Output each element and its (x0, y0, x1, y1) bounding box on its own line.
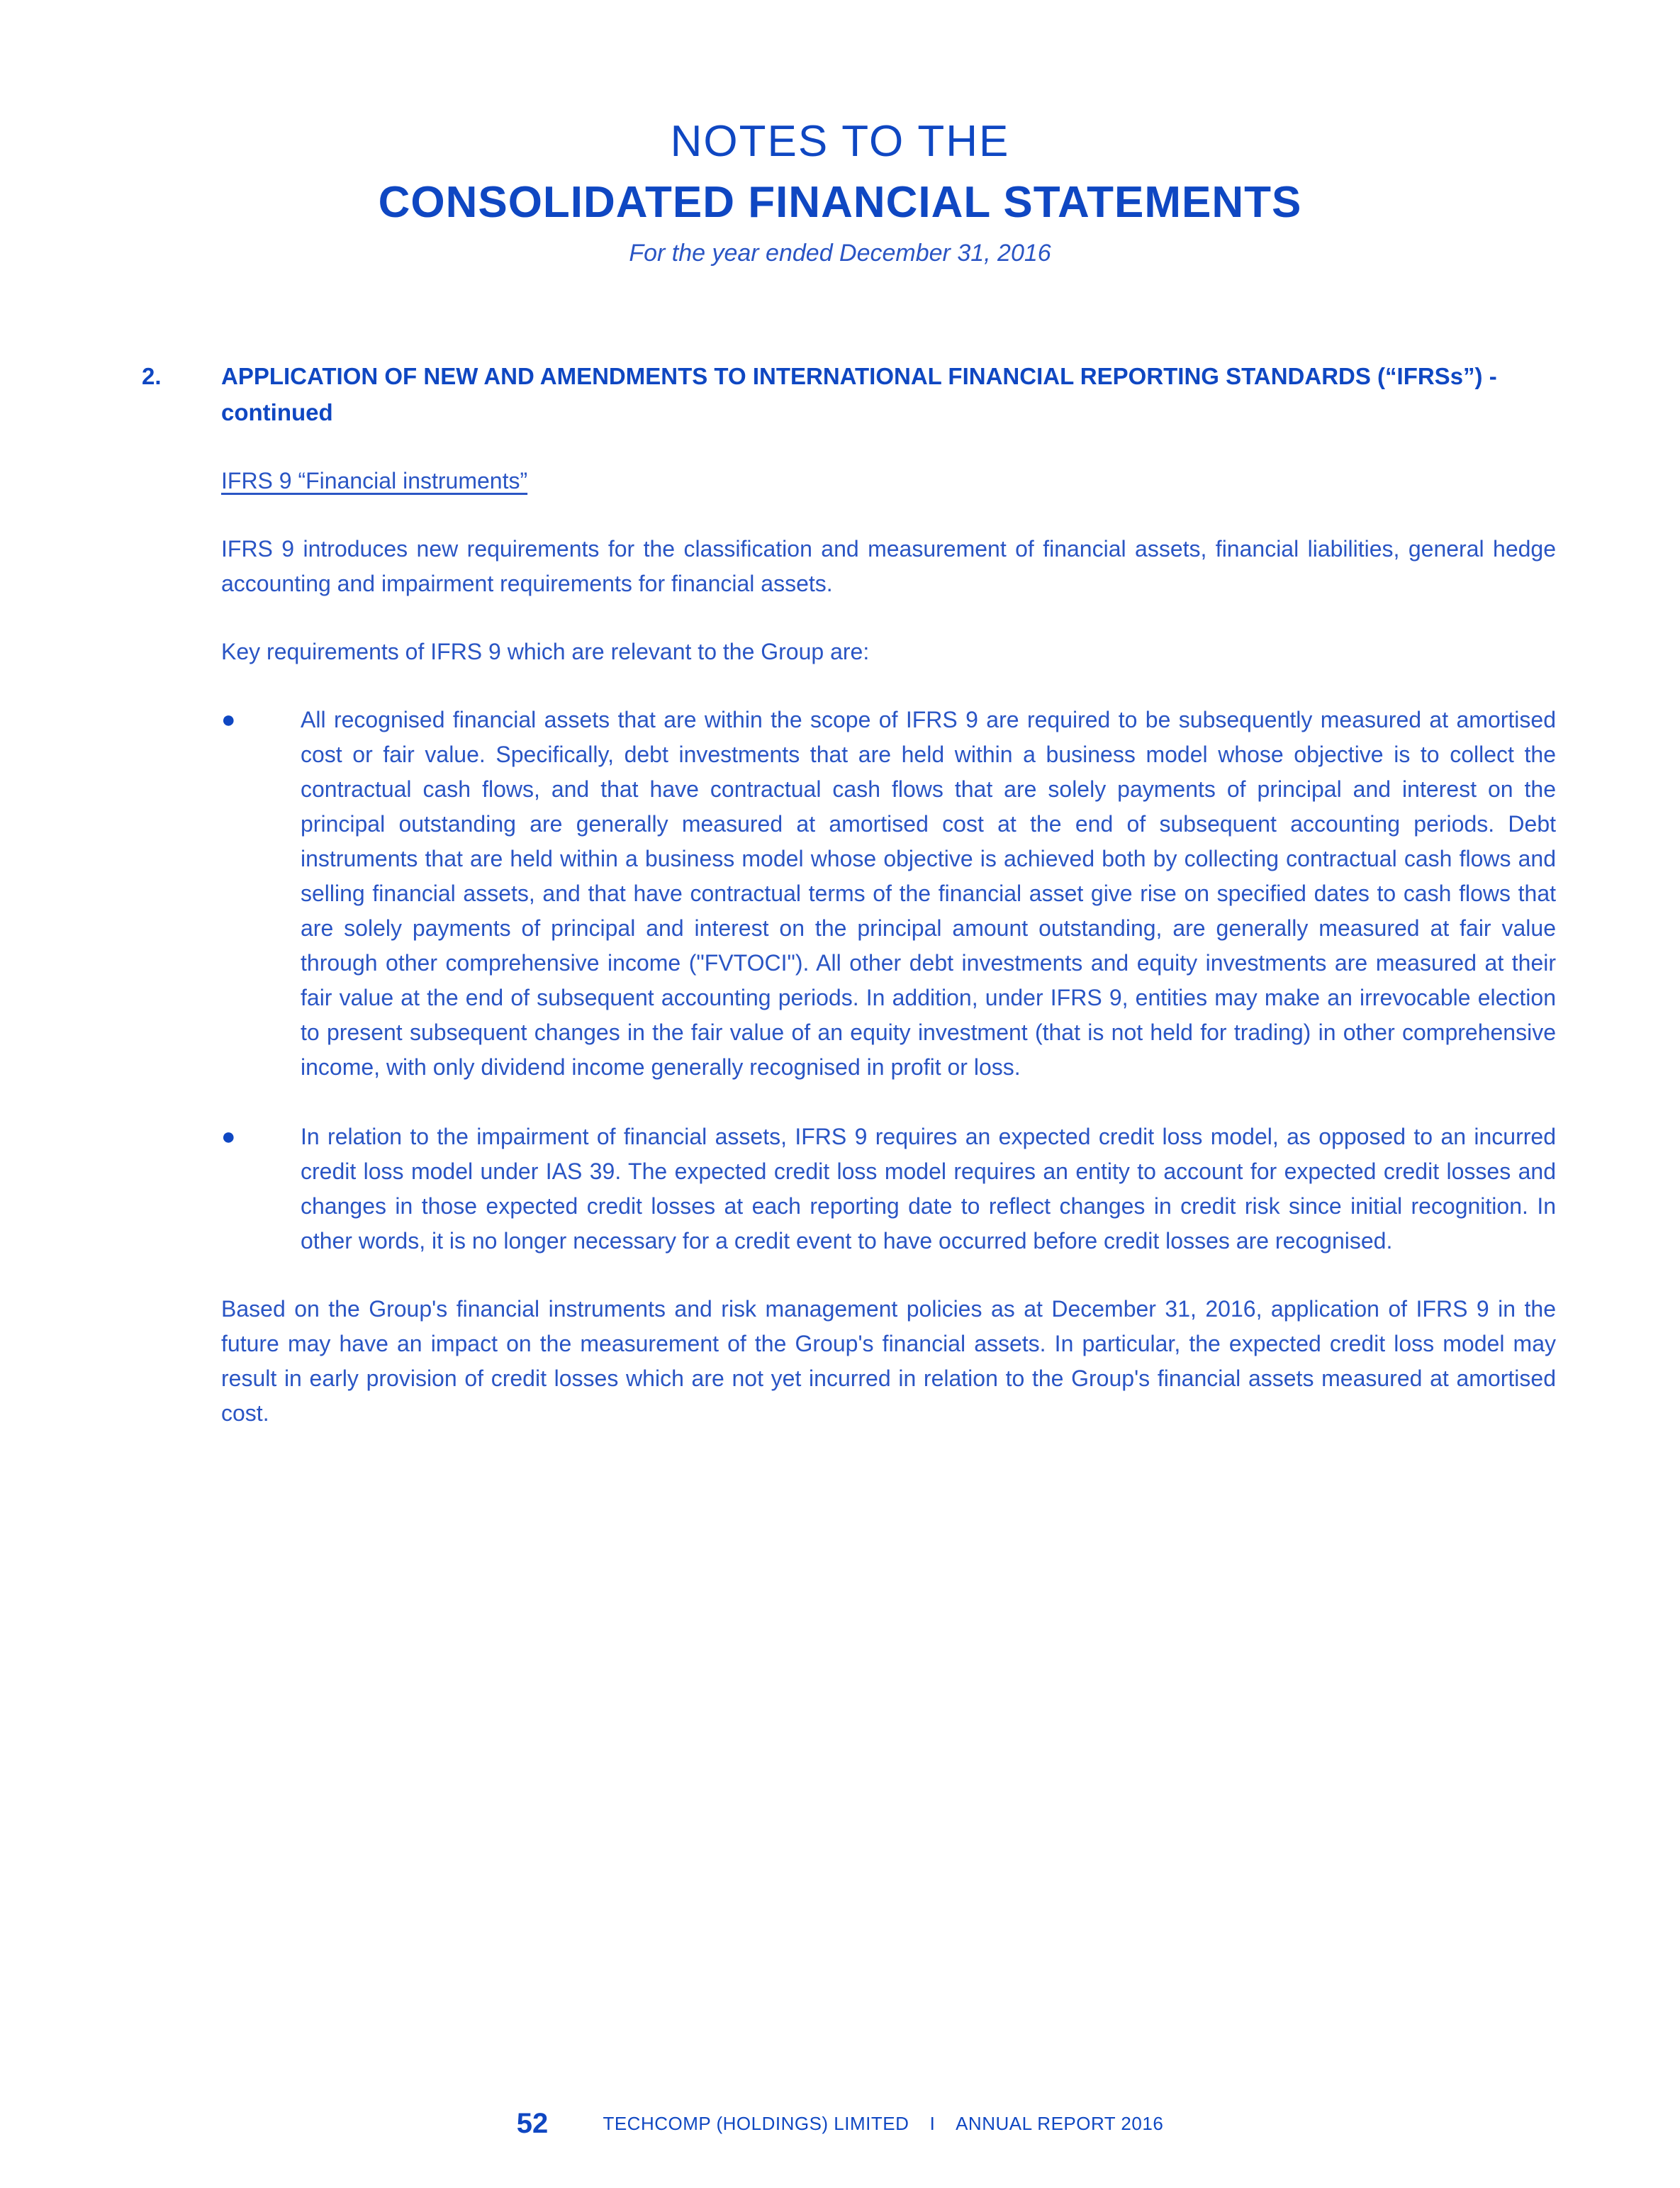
bullet-icon: ● (221, 1123, 236, 1150)
page-content (142, 358, 1556, 1431)
intro-paragraph: IFRS 9 introduces new requirements for the classification and measurement of financial assets, financial liabilities, general hedge accounting and impairment requirements for financial assets. (221, 536, 1556, 596)
bullet-text: All recognised financial assets that are within the scope of IFRS 9 are required to be subsequently measured at amortised cost or fair value. Specifically, debt investments that are held within a business model whose objective is to collect the contractual cash flows, and that have contractual cash flows that are solely payments of principal and interest on the principal outstanding are generally measured at amortised cost at the end of subsequent accounting periods. Debt instruments that are held within a business model whose objective is achieved both by collecting contractual cash flows and selling financial assets, and that have contractual terms of the financial asset give rise on specified dates to cash flows that are solely payments of principal and interest on the principal amount outstanding, are generally measured at fair value through other comprehensive income ("FVTOCI"). All other debt investments and equity investments are measured at their fair value at the end of subsequent accounting periods. In addition, under IFRS 9, entities may make an irrevocable election to present subsequent changes in the fair value of an equity investment (that is not held for trading) in other comprehensive income, with only dividend income generally recognised in profit or loss. (301, 707, 1556, 1080)
page-number: 52 (516, 2108, 549, 2140)
section-heading (142, 358, 1556, 430)
footer-report: ANNUAL REPORT 2016 (956, 2113, 1164, 2135)
list-item (221, 1120, 1556, 1258)
footer-separator: I (929, 2113, 935, 2135)
conclusion-paragraph: Based on the Group's financial instruments and risk management policies as at December 31, 2016, application of IFRS 9 in the future may have an impact on the measurement of the Group's financial assets. In particular, the expected credit loss model may result in early provision of credit losses which are not yet incurred in relation to the Group's financial assets measured at amortised cost. (221, 1296, 1556, 1426)
section-title: APPLICATION OF NEW AND AMENDMENTS TO INTERNATIONAL FINANCIAL REPORTING STANDARDS (“IFRSs”) - continued (221, 363, 1497, 425)
page-header (0, 113, 1680, 271)
header-title-line2: CONSOLIDATED FINANCIAL STATEMENTS (378, 178, 1302, 227)
subheading-ifrs9: IFRS 9 “Financial instruments” (221, 468, 528, 493)
bullet-text: In relation to the impairment of financial assets, IFRS 9 requires an expected credit loss model, as opposed to an incurred credit loss model under IAS 39. The expected credit loss model requires an entity to account for expected credit losses and changes in those expected credit losses at each reporting date to reflect changes in credit risk since initial recognition. In other words, it is no longer necessary for a credit event to have occurred before credit losses are recognised. (301, 1124, 1556, 1254)
list-item (221, 703, 1556, 1085)
key-requirements-paragraph: Key requirements of IFRS 9 which are relevant to the Group are: (221, 639, 870, 664)
section-number: 2. (142, 363, 162, 389)
footer-company: TECHCOMP (HOLDINGS) LIMITED (603, 2113, 909, 2135)
header-title-line1: NOTES TO THE (670, 117, 1010, 166)
bullet-icon: ● (221, 706, 236, 733)
requirements-list (221, 703, 1556, 1258)
page-footer (0, 2104, 1680, 2141)
header-subtitle: For the year ended December 31, 2016 (629, 240, 1051, 267)
